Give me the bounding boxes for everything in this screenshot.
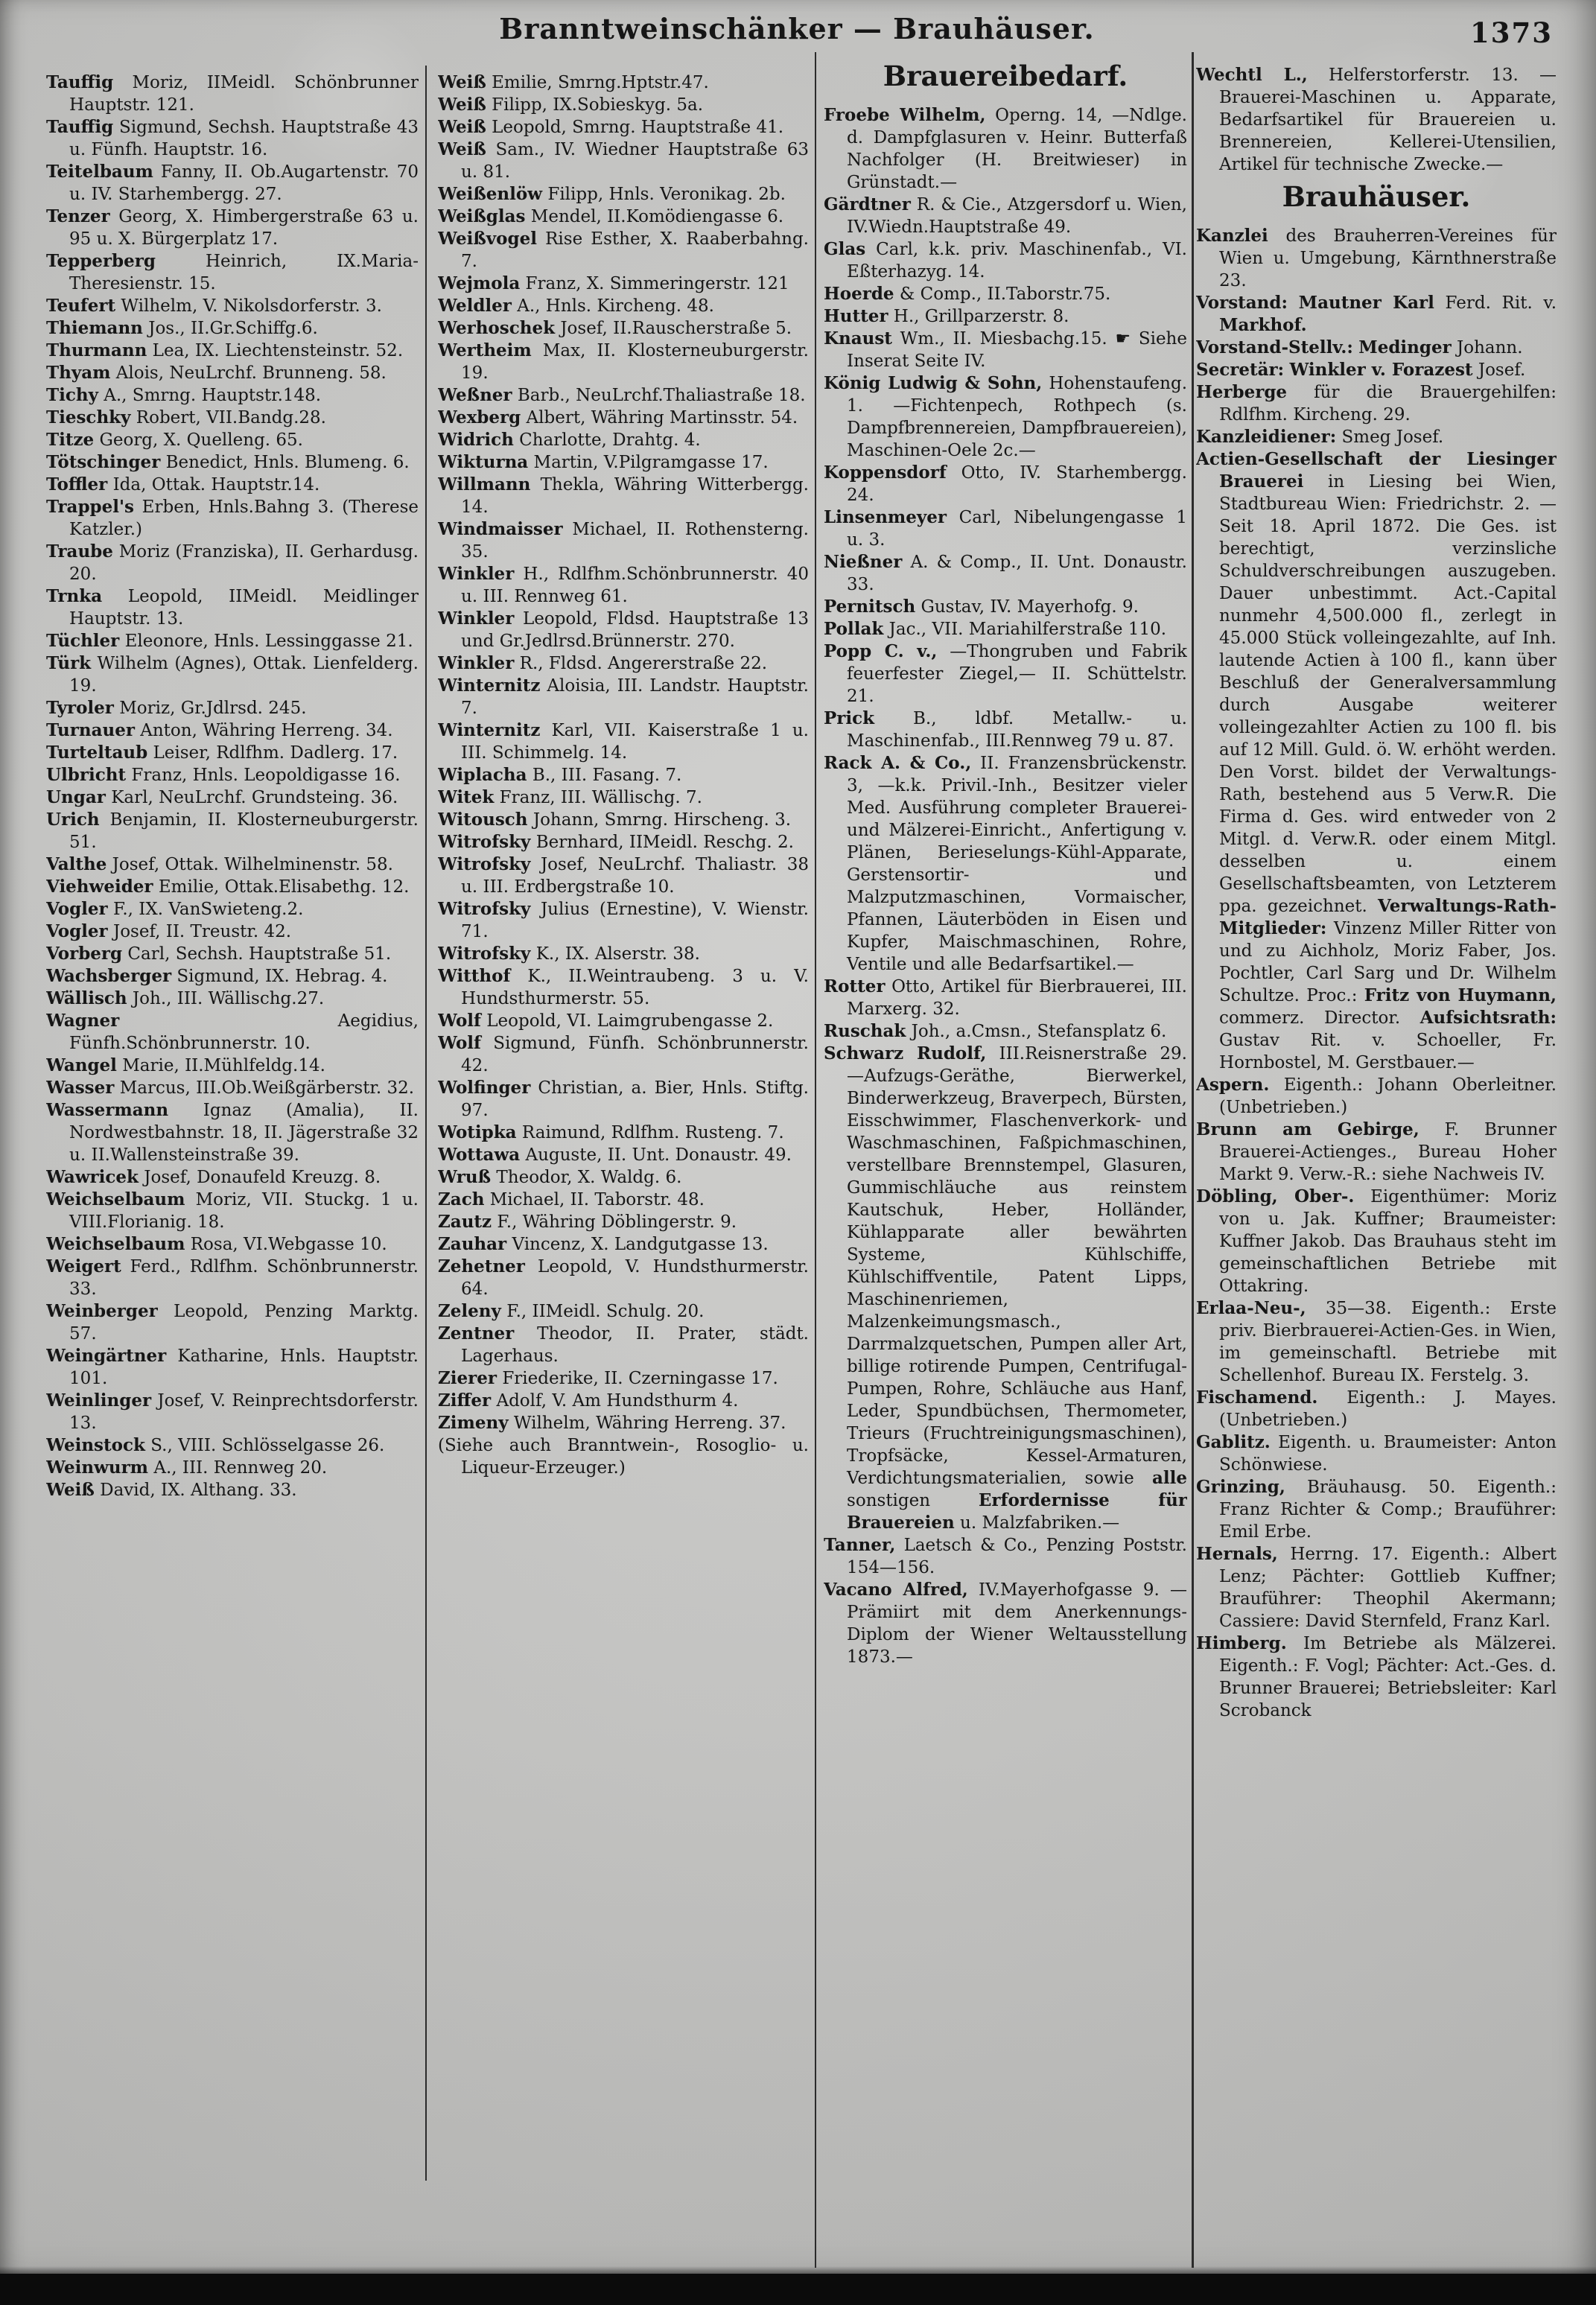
directory-entry: Witek Franz, III. Wällischg. 7. — [438, 787, 702, 807]
directory-entry: Wolf Sigmund, Fünfh. Schönbrunnerstr. 42. — [438, 1033, 809, 1075]
directory-entry: König Ludwig & Sohn, Hohenstaufeng. 1. —Fichtenpech, Rothpech (s. Dampfbrennereien, Dampfbrauereien), Maschinen-Oele 2c.— — [824, 373, 1187, 460]
section-heading: Brauereibedarf. — [883, 60, 1128, 92]
directory-entry: Witrofsky Josef, NeuLrchf. Thaliastr. 38 u. III. Erdbergstraße 10. — [438, 854, 809, 897]
directory-entry: Grinzing, Bräuhausg. 50. Eigenth.: Franz Richter & Comp.; Brauführer: Emil Erbe. — [1196, 1477, 1557, 1542]
directory-entry: Ulbricht Franz, Hnls. Leopoldigasse 16. — [46, 765, 401, 785]
directory-entry: Koppensdorf Otto, IV. Starhembergg. 24. — [824, 462, 1187, 505]
directory-entry: Brunn am Gebirge, F. Brunner Brauerei-Actienges., Bureau Hoher Markt 9. Verw.-R.: siehe Nachweis IV. — [1196, 1119, 1557, 1184]
directory-entry: Widrich Charlotte, Drahtg. 4. — [438, 430, 701, 450]
directory-entry: Zehetner Leopold, V. Hundsthurmerstr. 64. — [438, 1256, 809, 1299]
directory-entry: Wechtl L., Helferstorferstr. 13. —Brauerei-Maschinen u. Apparate, Bedarfsartikel für Brauereien u. Brennereien, Kellerei-Utensilien, Artikel für technische Zwecke.— — [1196, 65, 1557, 174]
directory-entry: Wejmola Franz, X. Simmeringerstr. 121 — [438, 273, 789, 293]
directory-entry: Witrofsky Bernhard, IIMeidl. Reschg. 2. — [438, 832, 794, 852]
directory-entry: Actien-Gesellschaft der Liesinger Brauerei in Liesing bei Wien, Stadtbureau Wien: Friedrichstr. 2. — Seit 18. April 1872. Die Ges. ist berechtigt, verzinsliche Schuldverschreibungen auszugeben. Dauer unbestimmt. Act.-Capital nunmehr 4,500.000 fl., zerlegt in 45.000 Stück volleingezahlte, auf Inh. lautende Actien à 100 fl., kann über Beschluß der Generalversammlung durch Ausgabe weiterer volleingezahlter Actien zu 100 fl. bis auf 12 Mill. Guld. ö. W. erhöht werden. Den Vorst. bildet der Verwaltungs-Rath, bestehend aus 5 Verw.R. Die Firma d. Ges. wird entweder von 2 Mitgl. d. Verw.R. oder einem Mitgl. desselben u. einem Gesellschaftsbeamten, von Letzterem ppa. gezeichnet. Verwaltungs-Rath-Mitglieder: Vinzenz Miller Ritter von und zu Aichholz, Moriz Faber, Jos. Pochtler, Carl Sarg und Dr. Wilhelm Schultze. Proc.: Fritz von Huymann, commerz. Director. Aufsichtsrath: Gustav Rit. v. Schoeller, Fr. Hornbostel, M. Gerstbauer.— — [1196, 449, 1557, 1072]
directory-entry: Trnka Leopold, IIMeidl. Meidlinger Hauptstr. 13. — [46, 586, 419, 629]
directory-entry: Zautz F., Währing Döblingerstr. 9. — [438, 1212, 737, 1232]
directory-entry: Döbling, Ober-. Eigenthümer: Moriz von u. Jak. Kuffner; Braumeister: Kuffner Jakob. Das Brauhaus steht im gemeinschaftlichen Betriebe mit Ottakring. — [1196, 1186, 1557, 1296]
directory-entry: Wawricek Josef, Donaufeld Kreuzg. 8. — [46, 1167, 381, 1187]
directory-entry: Zeleny F., IIMeidl. Schulg. 20. — [438, 1301, 705, 1321]
directory-entry: Willmann Thekla, Währing Witterbergg. 14. — [438, 474, 809, 517]
section-heading: Brauhäuser. — [1282, 180, 1471, 213]
directory-entry: Trappel's Erben, Hnls.Bahng 3. (Therese Katzler.) — [46, 497, 419, 539]
directory-entry: Kanzlei des Brauherren-Vereines für Wien u. Umgebung, Kärnthnerstraße 23. — [1196, 226, 1557, 290]
directory-entry: Weißvogel Rise Esther, X. Raaberbahng. 7. — [438, 229, 809, 271]
directory-entry: Vorberg Carl, Sechsh. Hauptstraße 51. — [46, 944, 392, 964]
directory-entry: Wottawa Auguste, II. Unt. Donaustr. 49. — [438, 1145, 792, 1165]
directory-entry: Knaust Wm., II. Miesbachg.15. ☛ Siehe Inserat Seite IV. — [824, 328, 1187, 371]
directory-entry: Wruß Theodor, X. Waldg. 6. — [438, 1167, 682, 1187]
directory-entry: Weiß David, IX. Althang. 33. — [46, 1480, 297, 1500]
directory-entry: Tötschinger Benedict, Hnls. Blumeng. 6. — [46, 452, 410, 472]
directory-entry: Witrofsky Julius (Ernestine), V. Wienstr. 71. — [438, 899, 809, 941]
directory-entry: Hutter H., Grillparzerstr. 8. — [824, 306, 1069, 326]
directory-entry: Teitelbaum Fanny, II. Ob.Augartenstr. 70 u. IV. Starhembergg. 27. — [46, 162, 419, 204]
directory-entry: Weichselbaum Moriz, VII. Stuckg. 1 u. VIII.Florianig. 18. — [46, 1189, 419, 1232]
directory-entry: Weinberger Leopold, Penzing Marktg. 57. — [46, 1301, 419, 1344]
column-1 — [46, 71, 419, 2254]
directory-entry: Vacano Alfred, IV.Mayerhofgasse 9. —Prämiirt mit dem Anerkennungs-Diplom der Wiener Weltausstellung 1873.— — [824, 1580, 1187, 1667]
directory-entry: Tanner, Laetsch & Co., Penzing Poststr. 154—156. — [824, 1535, 1187, 1577]
directory-entry: Aspern. Eigenth.: Johann Oberleitner. (Unbetrieben.) — [1196, 1075, 1557, 1117]
directory-entry: Secretär: Winkler v. Forazest Josef. — [1196, 360, 1526, 380]
directory-entry: Erlaa-Neu-, 35—38. Eigenth.: Erste priv. Bierbrauerei-Actien-Ges. in Wien, im gemeinschaftl. Betriebe mit Schellenhof. Bureau IX. Ferstelg. 3. — [1196, 1298, 1557, 1385]
directory-entry: Valthe Josef, Ottak. Wilhelminenstr. 58. — [46, 854, 393, 874]
directory-entry: Weichselbaum Rosa, VI.Webgasse 10. — [46, 1234, 387, 1254]
directory-entry: Schwarz Rudolf, III.Reisnerstraße 29. —Aufzugs-Geräthe, Bierwerkel, Binderwerkzeug, Braverpech, Bürsten, Eisschwimmer, Flaschenverkork- und Waschmaschinen, Faßpichmaschinen, verstellbare Brennstempel, Glasuren, Gummischläuche aus reinstem Kautschuk, Heber, Holländer, Kühlapparate aller bewährten Systeme, Kühlschiffe, Kühlschiffventile, Patent Lipps, Maschinenriemen, Malzenkeimungsmasch., Darrmalzquetschen, Pumpen aller Art, billige rotirende Pumpen, Centrifugal-Pumpen, Rohre, Schläuche aus Hanf, Leder, Spundbüchsen, Thermometer, Trieurs (Fruchtreinigungsmaschinen), Tropfsäcke, Kessel-Armaturen, Verdichtungsmaterialien, sowie alle sonstigen Erfordernisse für Brauereien u. Malzfabriken.— — [824, 1043, 1187, 1533]
directory-entry: Hernals, Herrng. 17. Eigenth.: Albert Lenz; Pächter: Gottlieb Kuffner; Brauführer: Theophil Akermann; Cassiere: David Sternfeld, Franz Karl. — [1196, 1544, 1557, 1631]
directory-entry: Titze Georg, X. Quelleng. 65. — [46, 430, 303, 450]
directory-entry: Weinwurm A., III. Rennweg 20. — [46, 1457, 328, 1478]
directory-entry: Wiplacha B., III. Fasang. 7. — [438, 765, 682, 785]
directory-entry: Winkler H., Rdlfhm.Schönbrunnerstr. 40 u. III. Rennweg 61. — [438, 564, 809, 606]
directory-entry: Tyroler Moriz, Gr.Jdlrsd. 245. — [46, 698, 307, 718]
directory-entry: Urich Benjamin, II. Klosterneuburgerstr. 51. — [46, 810, 419, 852]
column-3 — [824, 55, 1187, 2282]
directory-entry: Viehweider Emilie, Ottak.Elisabethg. 12. — [46, 877, 410, 897]
directory-entry: Weldler A., Hnls. Kircheng. 48. — [438, 296, 714, 316]
directory-entry: Werhoschek Josef, II.Rauscherstraße 5. — [438, 318, 792, 338]
directory-entry: Witrofsky K., IX. Alserstr. 38. — [438, 944, 700, 964]
directory-entry: Türk Wilhelm (Agnes), Ottak. Lienfelderg. 19. — [46, 653, 419, 696]
directory-entry: Toffler Ida, Ottak. Hauptstr.14. — [46, 474, 320, 495]
directory-entry: Weißenlöw Filipp, Hnls. Veronikag. 2b. — [438, 184, 786, 204]
page-number: 1373 — [1470, 16, 1553, 49]
directory-entry: Rotter Otto, Artikel für Bierbrauerei, III. Marxerg. 32. — [824, 976, 1187, 1019]
directory-entry: Weiß Sam., IV. Wiedner Hauptstraße 63 u. 81. — [438, 139, 809, 182]
directory-entry: Winkler Leopold, Fldsd. Hauptstraße 13 und Gr.Jedlrsd.Brünnerstr. 270. — [438, 608, 809, 651]
directory-entry: Zach Michael, II. Taborstr. 48. — [438, 1189, 705, 1209]
directory-entry: Zauhar Vincenz, X. Landgutgasse 13. — [438, 1234, 769, 1254]
directory-entry: Teufert Wilhelm, V. Nikolsdorferstr. 3. — [46, 296, 382, 316]
directory-entry: Wassermann Ignaz (Amalia), II. Nordwestbahnstr. 18, II. Jägerstraße 32 u. II.Wallensteinstraße 39. — [46, 1100, 419, 1165]
directory-entry: Thurmann Lea, IX. Liechtensteinstr. 52. — [46, 340, 404, 360]
directory-entry: Weßner Barb., NeuLrchf.Thaliastraße 18. — [438, 385, 806, 405]
directory-entry: Weingärtner Katharine, Hnls. Hauptstr. 101. — [46, 1346, 419, 1388]
directory-entry: Winternitz Aloisia, III. Landstr. Hauptstr. 7. — [438, 675, 809, 718]
directory-entry: Nießner A. & Comp., II. Unt. Donaustr. 33. — [824, 552, 1187, 594]
directory-entry: Wertheim Max, II. Klosterneuburgerstr. 19. — [438, 340, 809, 383]
directory-entry: Tieschky Robert, VII.Bandg.28. — [46, 407, 326, 427]
directory-entry: Tauffig Moriz, IIMeidl. Schönbrunner Hauptstr. 121. — [46, 72, 419, 115]
directory-entry: Wällisch Joh., III. Wällischg.27. — [46, 988, 325, 1008]
directory-entry: Wangel Marie, II.Mühlfeldg.14. — [46, 1055, 325, 1075]
directory-entry: Ruschak Joh., a.Cmsn., Stefansplatz 6. — [824, 1021, 1167, 1041]
directory-entry: Weiß Leopold, Smrng. Hauptstraße 41. — [438, 117, 784, 137]
directory-entry: Weinlinger Josef, V. Reinprechtsdorferstr. 13. — [46, 1390, 419, 1433]
directory-entry: Wexberg Albert, Währing Martinsstr. 54. — [438, 407, 798, 427]
directory-entry: Vorstand: Mautner Karl Ferd. Rit. v. Markhof. — [1196, 293, 1557, 335]
directory-entry: Himberg. Im Betriebe als Mälzerei. Eigenth.: F. Vogl; Pächter: Act.-Ges. d. Brunner Brauerei; Betriebsleiter: Karl Scrobanck — [1196, 1633, 1557, 1720]
directory-entry: Fischamend. Eigenth.: J. Mayes. (Unbetrieben.) — [1196, 1387, 1557, 1430]
directory-entry: Witthof K., II.Weintraubeng. 3 u. V. Hundsthurmerstr. 55. — [438, 966, 809, 1008]
directory-entry: Wasser Marcus, III.Ob.Weißgärberstr. 32. — [46, 1078, 415, 1098]
directory-entry: Wikturna Martin, V.Pilgramgasse 17. — [438, 452, 769, 472]
directory-entry: Weigert Ferd., Rdlfhm. Schönbrunnerstr. 33. — [46, 1256, 419, 1299]
directory-entry: Wolf Leopold, VI. Laimgrubengasse 2. — [438, 1011, 774, 1031]
directory-entry: Herberge für die Brauergehilfen: Rdlfhm. Kircheng. 29. — [1196, 382, 1557, 425]
directory-entry: Thiemann Jos., II.Gr.Schiffg.6. — [46, 318, 318, 338]
directory-entry: Turteltaub Leiser, Rdlfhm. Dadlerg. 17. — [46, 743, 398, 763]
directory-entry: Vogler Josef, II. Treustr. 42. — [46, 921, 292, 941]
column-4 — [1196, 64, 1557, 2280]
directory-entry: Weinstock S., VIII. Schlösselgasse 26. — [46, 1435, 385, 1455]
directory-entry: Rack A. & Co., II. Franzensbrückenstr. 3, —k.k. Privil.-Inh., Besitzer vieler Med. Ausführung completer Brauerei- und Mälzerei-Einricht., Anfertigung v. Plänen, Berieselungs-Kühl-Apparate, Gerstensortir- und Malzputzmaschinen, Vormaischer, Pfannen, Läuterböden in Eisen und Kupfer, Maischmaschinen, Rohre, Ventile und alle Bedarfsartikel.— — [824, 753, 1187, 974]
directory-entry: Gärdtner R. & Cie., Atzgersdorf u. Wien, IV.Wiedn.Hauptstraße 49. — [824, 194, 1187, 237]
column-rule — [815, 52, 816, 2268]
directory-entry: Winternitz Karl, VII. Kaiserstraße 1 u. III. Schimmelg. 14. — [438, 720, 809, 763]
directory-entry: Tauffig Sigmund, Sechsh. Hauptstraße 43 u. Fünfh. Hauptstr. 16. — [46, 117, 419, 159]
directory-entry: (Siehe auch Branntwein-, Rosoglio- u. Liqueur-Erzeuger.) — [438, 1436, 809, 1478]
directory-entry: Linsenmeyer Carl, Nibelungengasse 1 u. 3. — [824, 507, 1187, 550]
directory-entry: Pernitsch Gustav, IV. Mayerhofg. 9. — [824, 597, 1139, 617]
directory-entry: Wachsberger Sigmund, IX. Hebrag. 4. — [46, 966, 388, 986]
directory-entry: Witousch Johann, Smrng. Hirscheng. 3. — [438, 810, 792, 830]
directory-entry: Weiß Filipp, IX.Sobieskyg. 5a. — [438, 95, 704, 115]
directory-entry: Froebe Wilhelm, Operng. 14, —Ndlge. d. Dampfglasuren v. Heinr. Butterfaß Nachfolger (H. Breitwieser) in Grünstadt.— — [824, 105, 1187, 192]
directory-entry: Ziffer Adolf, V. Am Hundsthurm 4. — [438, 1390, 739, 1411]
directory-entry: Gablitz. Eigenth. u. Braumeister: Anton Schönwiese. — [1196, 1432, 1557, 1475]
directory-entry: Tichy A., Smrng. Hauptstr.148. — [46, 385, 322, 405]
directory-entry: Wotipka Raimund, Rdlfhm. Rusteng. 7. — [438, 1122, 784, 1142]
directory-entry: Thyam Alois, NeuLrchf. Brunneng. 58. — [46, 363, 387, 383]
directory-entry: Zimeny Wilhelm, Währing Herreng. 37. — [438, 1413, 786, 1433]
directory-entry: Weiß Emilie, Smrng.Hptstr.47. — [438, 72, 709, 92]
directory-entry: Vogler F., IX. VanSwieteng.2. — [46, 899, 304, 919]
directory-entry: Zierer Friederike, II. Czerningasse 17. — [438, 1368, 778, 1388]
directory-entry: Hoerde & Comp., II.Taborstr.75. — [824, 284, 1111, 304]
directory-entry: Glas Carl, k.k. priv. Maschinenfab., VI. Eßterhazyg. 14. — [824, 239, 1187, 282]
directory-entry: Winkler R., Fldsd. Angererstraße 22. — [438, 653, 768, 673]
directory-entry: Prick B., ldbf. Metallw.- u. Maschinenfab., III.Rennweg 79 u. 87. — [824, 708, 1187, 751]
directory-entry: Vorstand-Stellv.: Medinger Johann. — [1196, 337, 1523, 357]
column-rule — [1192, 52, 1194, 2268]
directory-entry: Tenzer Georg, X. Himbergerstraße 63 u. 95 u. X. Bürgerplatz 17. — [46, 206, 419, 249]
directory-entry: Traube Moriz (Franziska), II. Gerhardusg. 20. — [46, 541, 419, 584]
directory-entry: Weißglas Mendel, II.Komödiengasse 6. — [438, 206, 784, 226]
column-2 — [438, 71, 809, 2276]
directory-entry: Kanzleidiener: Smeg Josef. — [1196, 427, 1444, 447]
directory-entry: Pollak Jac., VII. Mariahilferstraße 110. — [824, 619, 1167, 639]
column-rule — [425, 66, 427, 2181]
scan-edge-bar — [0, 2274, 1596, 2305]
directory-entry: Zentner Theodor, II. Prater, städt. Lagerhaus. — [438, 1323, 809, 1366]
directory-entry: Tüchler Eleonore, Hnls. Lessinggasse 21. — [46, 631, 413, 651]
page-title: Branntweinschänker — Brauhäuser. — [499, 12, 1095, 45]
directory-entry: Wolfinger Christian, a. Bier, Hnls. Stiftg. 97. — [438, 1078, 809, 1120]
directory-entry: Tepperberg Heinrich, IX.Maria-Theresienstr. 15. — [46, 251, 419, 293]
directory-entry: Windmaisser Michael, II. Rothensterng. 35. — [438, 519, 809, 562]
directory-entry: Turnauer Anton, Währing Herreng. 34. — [46, 720, 393, 740]
directory-entry: Popp C. v., —Thongruben und Fabrik feuerfester Ziegel,— II. Schüttelstr. 21. — [824, 641, 1187, 706]
directory-entry: Wagner Aegidius, Fünfh.Schönbrunnerstr. 10. — [46, 1011, 419, 1053]
directory-entry: Ungar Karl, NeuLrchf. Grundsteing. 36. — [46, 787, 398, 807]
